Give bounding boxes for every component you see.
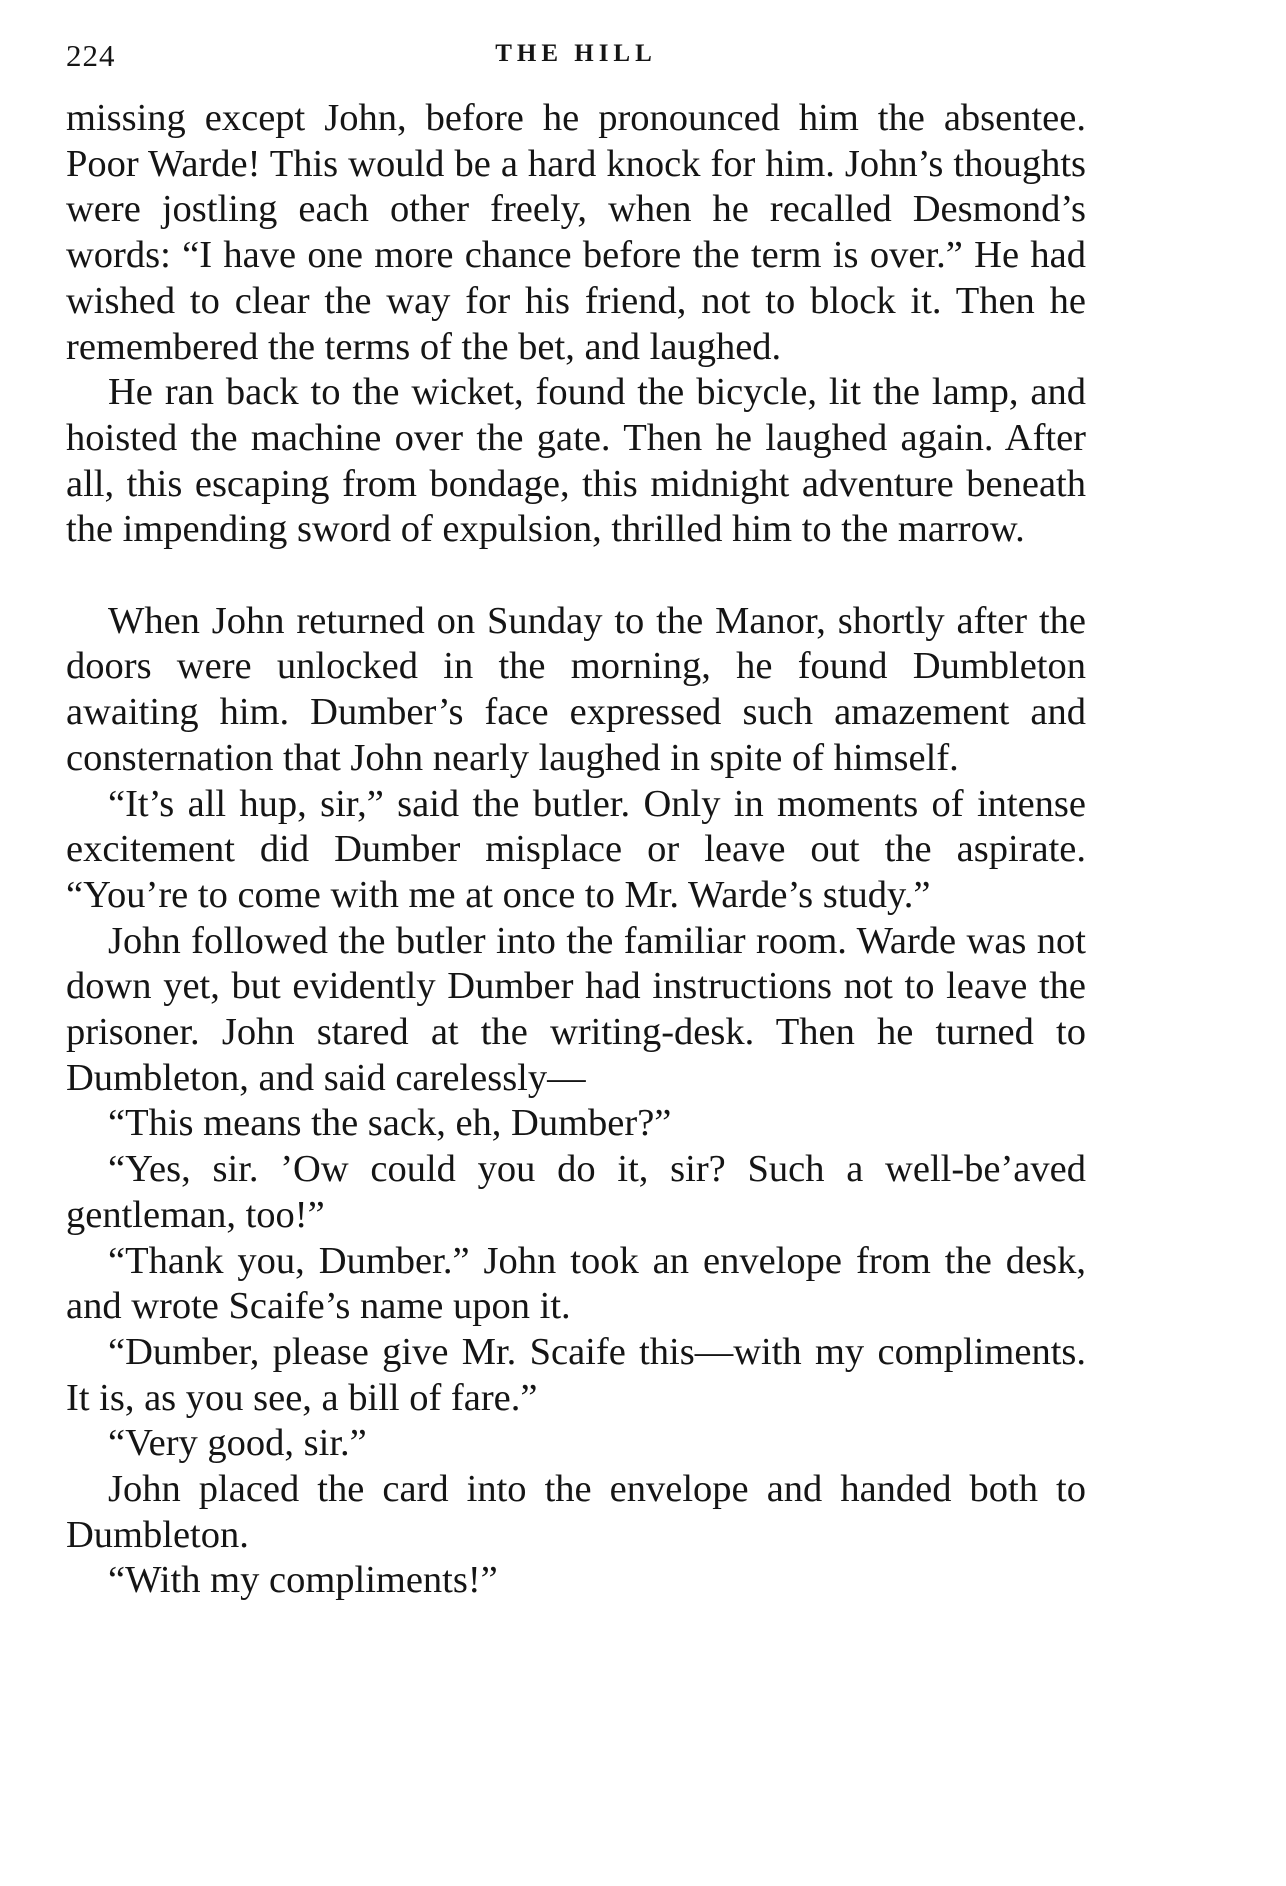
running-head	[66, 38, 1086, 82]
page-number: 224	[66, 38, 116, 73]
running-title: THE HILL	[495, 40, 657, 67]
paragraph: “This means the sack, eh, Dumber?”	[108, 1102, 672, 1145]
paragraph: missing except John, before he pronounced him the absentee. Poor Warde! This would be a hard knock for him. John’s thoughts were jostling each other freely, when he recalled Desmond’s words: “I have one more chance before the term is over.” He had wished to clear the way for his friend, not to block it. Then he remembered the terms of the bet, and laughed.	[66, 97, 1086, 368]
section-break	[66, 553, 1086, 599]
paragraph: “Thank you, Dumber.” John took an envelope from the desk, and wrote Scaife’s name upon it.	[66, 1239, 1086, 1328]
paragraph: “With my compliments!”	[108, 1559, 498, 1602]
paragraph: John placed the card into the envelope and handed both to Dumbleton.	[66, 1468, 1086, 1556]
body-text	[66, 96, 1086, 1604]
paragraph: “Very good, sir.”	[108, 1422, 367, 1465]
paragraph: “Yes, sir. ’Ow could you do it, sir? Such a well-be’aved gentleman, too!”	[66, 1148, 1086, 1236]
paragraph: When John returned on Sunday to the Manor, shortly after the doors were unlocked in the morning, he found Dumbleton awaiting him. Dumber’s face expressed such amazement and consternation that John nearly laughed in spite of himself.	[66, 599, 1086, 779]
paragraph: He ran back to the wicket, found the bicycle, lit the lamp, and hoisted the machine over the gate. Then he laughed again. After all, this escaping from bondage, this midnight adventure beneath the impending sword of expulsion, thrilled him to the marrow.	[66, 371, 1086, 551]
paragraph: “It’s all hup, sir,” said the butler. Only in moments of intense excitement did Dumber misplace or leave out the aspirate. “You’re to come with me at once to Mr. Warde’s study.”	[66, 782, 1086, 916]
paragraph: John followed the butler into the familiar room. Warde was not down yet, but evidently Dumber had instructions not to leave the prisoner. John stared at the writing-desk. Then he turned to Dumbleton, and said carelessly—	[66, 919, 1086, 1099]
paragraph: “Dumber, please give Mr. Scaife this—with my compliments. It is, as you see, a bill of fare.”	[66, 1330, 1086, 1419]
